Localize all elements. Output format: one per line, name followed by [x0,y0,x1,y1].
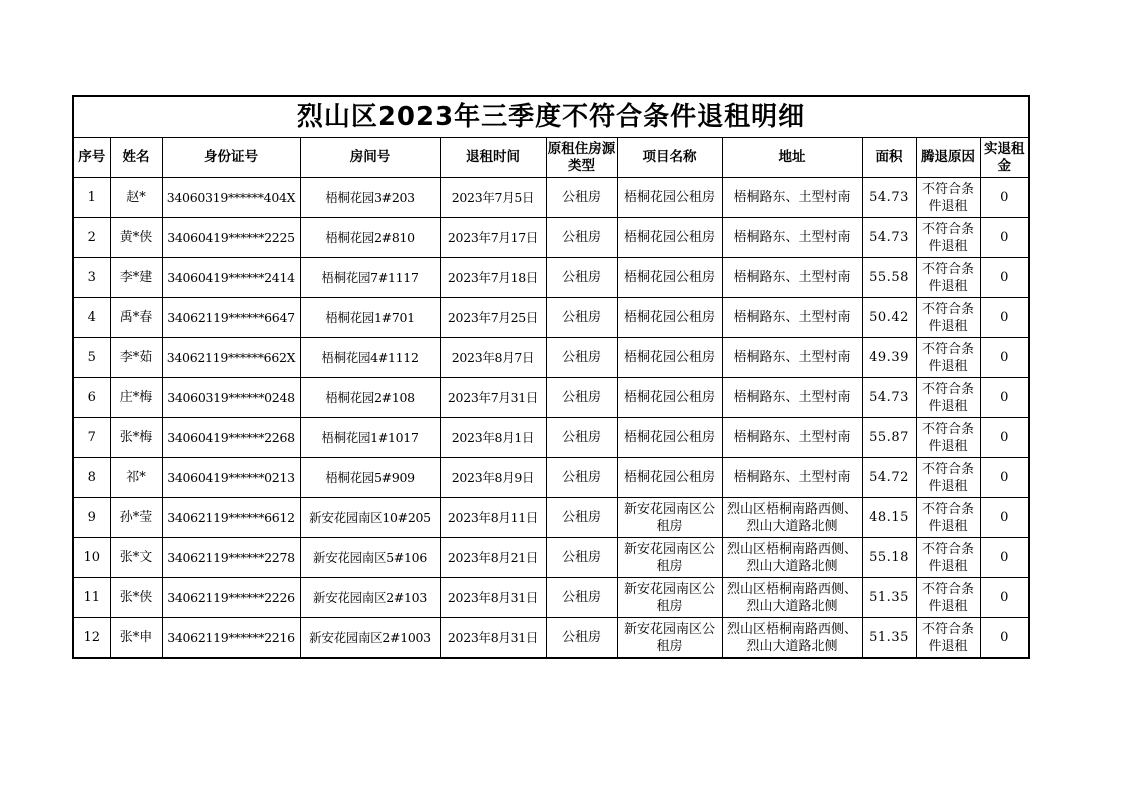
tenant-name-cell: 赵* [110,178,162,218]
table-row [74,458,1028,498]
housing-type-cell: 公租房 [546,498,617,538]
tenant-name-cell: 孙*莹 [110,498,162,538]
housing-type-cell: 公租房 [546,378,617,418]
refund-sheet [72,95,1030,659]
vacate-reason-cell: 不符合条件退租 [916,258,980,298]
area-cell: 51.35 [862,618,916,658]
room-number-cell: 梧桐花园7#1117 [300,258,440,298]
row-number-cell: 11 [74,578,110,618]
id-number-cell: 34062119******2216 [162,618,300,658]
header-cell-date: 退租时间 [440,138,546,178]
address-cell: 梧桐路东、土型村南 [722,458,862,498]
tenant-name-cell: 祁* [110,458,162,498]
room-number-cell: 新安花园南区2#103 [300,578,440,618]
move-out-date-cell: 2023年8月31日 [440,578,546,618]
vacate-reason-cell: 不符合条件退租 [916,458,980,498]
header-cell-project: 项目名称 [617,138,722,178]
refund-amount-cell: 0 [980,618,1028,658]
project-name-cell: 新安花园南区公租房 [617,578,722,618]
move-out-date-cell: 2023年7月5日 [440,178,546,218]
move-out-date-cell: 2023年8月1日 [440,418,546,458]
move-out-date-cell: 2023年8月9日 [440,458,546,498]
address-cell: 烈山区梧桐南路西侧、烈山大道路北侧 [722,578,862,618]
address-cell: 梧桐路东、土型村南 [722,298,862,338]
refund-amount-cell: 0 [980,378,1028,418]
header-cell-id: 身份证号 [162,138,300,178]
housing-type-cell: 公租房 [546,418,617,458]
area-cell: 55.18 [862,538,916,578]
refund-amount-cell: 0 [980,538,1028,578]
room-number-cell: 梧桐花园2#810 [300,218,440,258]
row-number-cell: 3 [74,258,110,298]
move-out-date-cell: 2023年7月31日 [440,378,546,418]
row-number-cell: 7 [74,418,110,458]
address-cell: 梧桐路东、土型村南 [722,378,862,418]
housing-type-cell: 公租房 [546,258,617,298]
tenant-name-cell: 李*茹 [110,338,162,378]
table-row [74,218,1028,258]
vacate-reason-cell: 不符合条件退租 [916,538,980,578]
refund-amount-cell: 0 [980,298,1028,338]
room-number-cell: 梧桐花园2#108 [300,378,440,418]
vacate-reason-cell: 不符合条件退租 [916,418,980,458]
address-cell: 梧桐路东、土型村南 [722,218,862,258]
table-row [74,378,1028,418]
tenant-name-cell: 庄*梅 [110,378,162,418]
vacate-reason-cell: 不符合条件退租 [916,178,980,218]
vacate-reason-cell: 不符合条件退租 [916,618,980,658]
project-name-cell: 梧桐花园公租房 [617,258,722,298]
project-name-cell: 梧桐花园公租房 [617,338,722,378]
id-number-cell: 34062119******2278 [162,538,300,578]
move-out-date-cell: 2023年7月17日 [440,218,546,258]
housing-type-cell: 公租房 [546,618,617,658]
id-number-cell: 34060419******2414 [162,258,300,298]
project-name-cell: 新安花园南区公租房 [617,538,722,578]
tenant-name-cell: 张*文 [110,538,162,578]
address-cell: 烈山区梧桐南路西侧、烈山大道路北侧 [722,498,862,538]
row-number-cell: 4 [74,298,110,338]
move-out-date-cell: 2023年7月25日 [440,298,546,338]
row-number-cell: 1 [74,178,110,218]
room-number-cell: 新安花园南区5#106 [300,538,440,578]
move-out-date-cell: 2023年8月7日 [440,338,546,378]
tenant-name-cell: 张*申 [110,618,162,658]
refund-amount-cell: 0 [980,258,1028,298]
vacate-reason-cell: 不符合条件退租 [916,218,980,258]
id-number-cell: 34062119******6612 [162,498,300,538]
area-cell: 55.87 [862,418,916,458]
address-cell: 梧桐路东、土型村南 [722,178,862,218]
header-cell-area: 面积 [862,138,916,178]
area-cell: 49.39 [862,338,916,378]
refund-amount-cell: 0 [980,178,1028,218]
row-number-cell: 12 [74,618,110,658]
project-name-cell: 梧桐花园公租房 [617,378,722,418]
housing-type-cell: 公租房 [546,178,617,218]
move-out-date-cell: 2023年8月11日 [440,498,546,538]
tenant-name-cell: 张*侠 [110,578,162,618]
page-title: 烈山区2023年三季度不符合条件退租明细 [74,97,1028,138]
row-number-cell: 9 [74,498,110,538]
housing-type-cell: 公租房 [546,458,617,498]
project-name-cell: 新安花园南区公租房 [617,618,722,658]
vacate-reason-cell: 不符合条件退租 [916,338,980,378]
room-number-cell: 梧桐花园4#1112 [300,338,440,378]
housing-type-cell: 公租房 [546,298,617,338]
project-name-cell: 梧桐花园公租房 [617,298,722,338]
table-row [74,298,1028,338]
tenant-name-cell: 禹*春 [110,298,162,338]
refund-amount-cell: 0 [980,218,1028,258]
address-cell: 烈山区梧桐南路西侧、烈山大道路北侧 [722,538,862,578]
address-cell: 梧桐路东、土型村南 [722,338,862,378]
room-number-cell: 梧桐花园1#1017 [300,418,440,458]
table-row [74,618,1028,658]
vacate-reason-cell: 不符合条件退租 [916,578,980,618]
id-number-cell: 34060319******0248 [162,378,300,418]
area-cell: 54.73 [862,218,916,258]
room-number-cell: 梧桐花园5#909 [300,458,440,498]
project-name-cell: 梧桐花园公租房 [617,458,722,498]
room-number-cell: 新安花园南区10#205 [300,498,440,538]
row-number-cell: 10 [74,538,110,578]
area-cell: 50.42 [862,298,916,338]
id-number-cell: 34062119******662X [162,338,300,378]
header-row [74,138,1028,178]
header-cell-reason: 腾退原因 [916,138,980,178]
room-number-cell: 梧桐花园1#701 [300,298,440,338]
refund-amount-cell: 0 [980,498,1028,538]
row-number-cell: 5 [74,338,110,378]
row-number-cell: 8 [74,458,110,498]
area-cell: 48.15 [862,498,916,538]
address-cell: 梧桐路东、土型村南 [722,258,862,298]
room-number-cell: 梧桐花园3#203 [300,178,440,218]
move-out-date-cell: 2023年7月18日 [440,258,546,298]
vacate-reason-cell: 不符合条件退租 [916,298,980,338]
refund-amount-cell: 0 [980,578,1028,618]
move-out-date-cell: 2023年8月31日 [440,618,546,658]
refund-amount-cell: 0 [980,458,1028,498]
tenant-name-cell: 张*梅 [110,418,162,458]
id-number-cell: 34060419******2268 [162,418,300,458]
vacate-reason-cell: 不符合条件退租 [916,498,980,538]
project-name-cell: 梧桐花园公租房 [617,418,722,458]
address-cell: 烈山区梧桐南路西侧、烈山大道路北侧 [722,618,862,658]
refund-table [74,138,1028,657]
area-cell: 54.72 [862,458,916,498]
table-row [74,178,1028,218]
table-row [74,498,1028,538]
row-number-cell: 2 [74,218,110,258]
room-number-cell: 新安花园南区2#1003 [300,618,440,658]
id-number-cell: 34060419******2225 [162,218,300,258]
move-out-date-cell: 2023年8月21日 [440,538,546,578]
area-cell: 51.35 [862,578,916,618]
table-row [74,538,1028,578]
id-number-cell: 34060319******404X [162,178,300,218]
header-cell-name: 姓名 [110,138,162,178]
project-name-cell: 梧桐花园公租房 [617,178,722,218]
housing-type-cell: 公租房 [546,218,617,258]
header-cell-address: 地址 [722,138,862,178]
refund-amount-cell: 0 [980,338,1028,378]
refund-amount-cell: 0 [980,418,1028,458]
id-number-cell: 34060419******0213 [162,458,300,498]
vacate-reason-cell: 不符合条件退租 [916,378,980,418]
table-row [74,418,1028,458]
area-cell: 54.73 [862,378,916,418]
table-row [74,578,1028,618]
table-row [74,338,1028,378]
housing-type-cell: 公租房 [546,538,617,578]
area-cell: 54.73 [862,178,916,218]
project-name-cell: 新安花园南区公租房 [617,498,722,538]
project-name-cell: 梧桐花园公租房 [617,218,722,258]
id-number-cell: 34062119******6647 [162,298,300,338]
housing-type-cell: 公租房 [546,578,617,618]
header-cell-room: 房间号 [300,138,440,178]
area-cell: 55.58 [862,258,916,298]
address-cell: 梧桐路东、土型村南 [722,418,862,458]
housing-type-cell: 公租房 [546,338,617,378]
header-cell-no: 序号 [74,138,110,178]
tenant-name-cell: 黄*侠 [110,218,162,258]
tenant-name-cell: 李*建 [110,258,162,298]
header-cell-type: 原租住房源类型 [546,138,617,178]
id-number-cell: 34062119******2226 [162,578,300,618]
row-number-cell: 6 [74,378,110,418]
header-cell-refund: 实退租金 [980,138,1028,178]
table-row [74,258,1028,298]
